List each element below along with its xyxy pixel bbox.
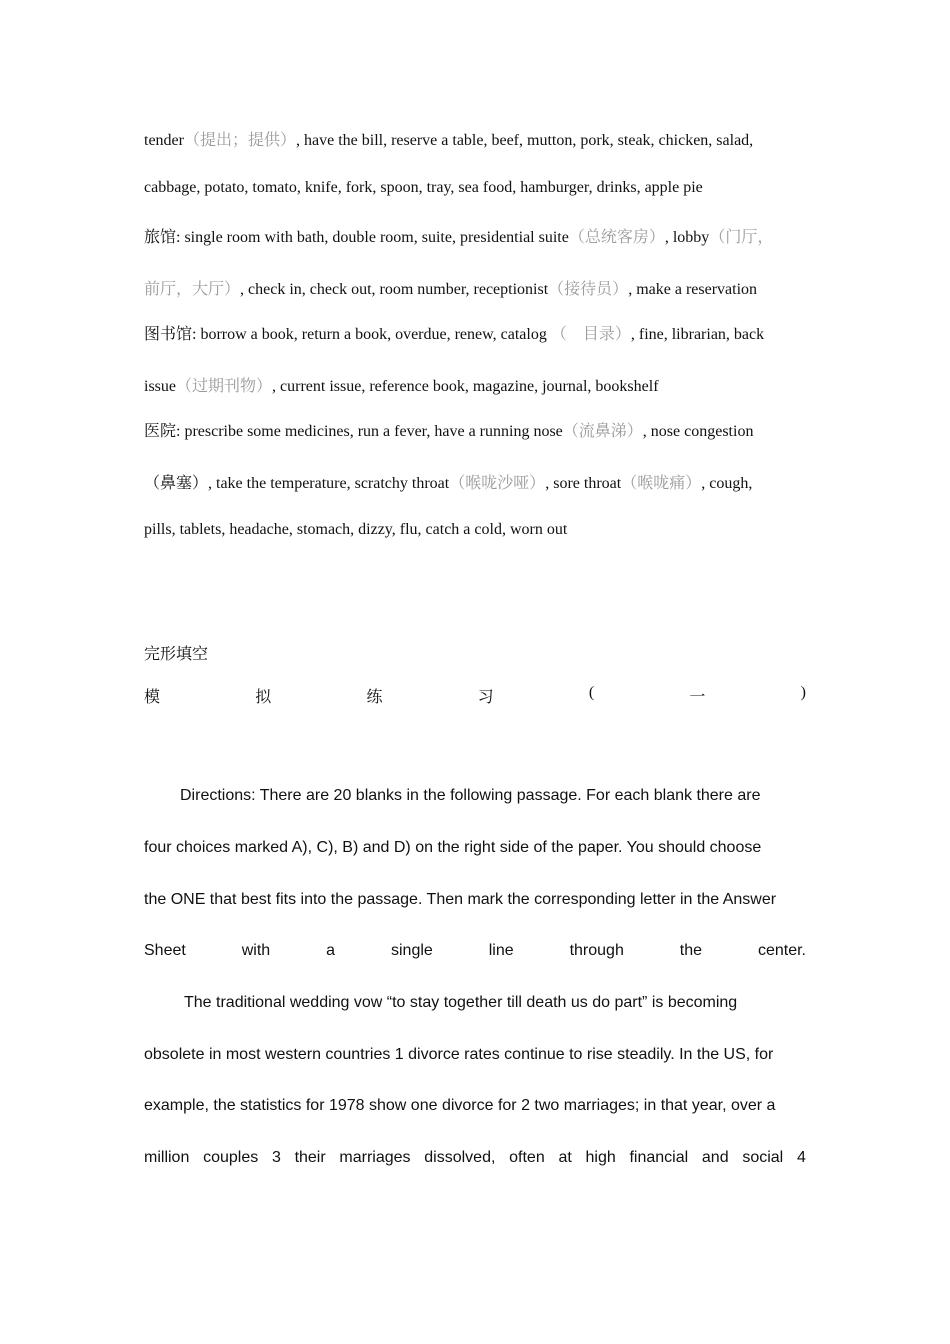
vocab-text: 旅馆: single room with bath, double room, suite, presidential suite bbox=[144, 229, 569, 246]
word: through bbox=[569, 942, 624, 959]
vocab-text: issue bbox=[144, 378, 176, 395]
word: high bbox=[585, 1149, 616, 1166]
vocab-gloss: （喉咙痛） bbox=[621, 475, 702, 492]
word: a bbox=[326, 942, 336, 959]
vocab-gloss: （提出；提供） bbox=[183, 132, 296, 149]
word: 4 bbox=[796, 1149, 806, 1166]
vocab-hospital-line-2 bbox=[144, 470, 806, 493]
vocab-hotel-line-1 bbox=[144, 224, 806, 247]
vocab-text: , check in, check out, room number, receptionist bbox=[240, 281, 549, 298]
vocab-restaurant-line-2: cabbage, potato, tomato, knife, fork, spoon, tray, sea food, hamburger, drinks, apple pie bbox=[144, 179, 703, 196]
subheading-char: 练 bbox=[366, 689, 383, 706]
vocab-gloss: （ 目录） bbox=[550, 326, 631, 343]
vocab-text: , current issue, reference book, magazine, journal, bookshelf bbox=[272, 378, 659, 395]
passage-text: Directions: There are 20 blanks in the following passage. For each blank there are bbox=[180, 787, 761, 804]
passage-spread-line bbox=[144, 942, 806, 960]
word: marriages bbox=[339, 1149, 411, 1166]
passage-line: example, the statistics for 1978 show one divorce for 2 two marriages; in that year, over a bbox=[144, 1097, 776, 1114]
subheading-char: 习 bbox=[477, 689, 494, 706]
vocab-gloss: （过期刊物） bbox=[176, 378, 273, 395]
passage-line: the ONE that best fits into the passage. Then mark the corresponding letter in the Answer bbox=[144, 891, 777, 908]
vocab-gloss: （总统客房） bbox=[568, 229, 665, 246]
word: the bbox=[679, 942, 703, 959]
word: million bbox=[144, 1149, 190, 1166]
vocab-gloss: （门厅， bbox=[709, 229, 774, 246]
word: and bbox=[701, 1149, 729, 1166]
vocab-gloss: （接待员） bbox=[548, 281, 629, 298]
subheading-char: 一 bbox=[689, 689, 706, 706]
word: often bbox=[509, 1149, 545, 1166]
word: social bbox=[742, 1149, 784, 1166]
word: line bbox=[488, 942, 514, 959]
word: their bbox=[294, 1149, 326, 1166]
vocab-text: 图书馆: borrow a book, return a book, overdue, renew, catalog bbox=[144, 326, 547, 343]
vocab-text: , sore throat bbox=[545, 475, 622, 492]
passage-line: obsolete in most western countries 1 divorce rates continue to rise steadily. In the US, for bbox=[144, 1046, 774, 1063]
vocab-gloss: （流鼻涕） bbox=[562, 423, 643, 440]
subheading-char: ) bbox=[800, 684, 806, 701]
vocab-text: 医院: prescribe some medicines, run a fever, have a running nose bbox=[144, 423, 563, 440]
vocab-text: , make a reservation bbox=[628, 281, 758, 298]
word: financial bbox=[629, 1149, 689, 1166]
word: with bbox=[241, 942, 271, 959]
section-subheading bbox=[144, 684, 806, 707]
passage-line: The traditional wedding vow “to stay together till death us do part” is becoming bbox=[184, 994, 738, 1011]
word: dissolved, bbox=[424, 1149, 496, 1166]
word: Sheet bbox=[144, 942, 186, 959]
vocab-restaurant-line-1 bbox=[144, 127, 806, 150]
vocab-gloss: 前厅，大厅） bbox=[144, 281, 241, 298]
subheading-char: 模 bbox=[144, 689, 161, 706]
word: at bbox=[558, 1149, 572, 1166]
word: couples bbox=[203, 1149, 259, 1166]
passage-line bbox=[144, 787, 806, 805]
vocab-hotel-line-2 bbox=[144, 276, 806, 299]
vocab-hospital-line-1 bbox=[144, 418, 806, 441]
passage-line: four choices marked A), C), B) and D) on the right side of the paper. You should choose bbox=[144, 839, 762, 856]
word: 3 bbox=[271, 1149, 281, 1166]
vocab-text: tender bbox=[144, 132, 184, 149]
vocab-text: , lobby bbox=[664, 229, 710, 246]
vocab-library-line-1 bbox=[144, 321, 806, 344]
subheading-char: ( bbox=[588, 684, 595, 701]
word: single bbox=[390, 942, 433, 959]
vocab-text: （鼻塞）, take the temperature, scratchy throat bbox=[144, 475, 450, 492]
vocab-text: , fine, librarian, back bbox=[630, 326, 765, 343]
vocab-gloss: （喉咙沙哑） bbox=[449, 475, 546, 492]
vocab-text: , have the bill, reserve a table, beef, mutton, pork, steak, chicken, salad, bbox=[296, 132, 754, 149]
vocab-text: , cough, bbox=[701, 475, 753, 492]
section-heading: 完形填空 bbox=[144, 646, 209, 663]
vocab-library-line-2 bbox=[144, 373, 806, 396]
word: center. bbox=[757, 942, 806, 959]
vocab-text: , nose congestion bbox=[642, 423, 754, 440]
vocab-hospital-line-3: pills, tablets, headache, stomach, dizzy, flu, catch a cold, worn out bbox=[144, 521, 568, 538]
subheading-char: 拟 bbox=[255, 689, 272, 706]
passage-last-line bbox=[144, 1149, 806, 1167]
